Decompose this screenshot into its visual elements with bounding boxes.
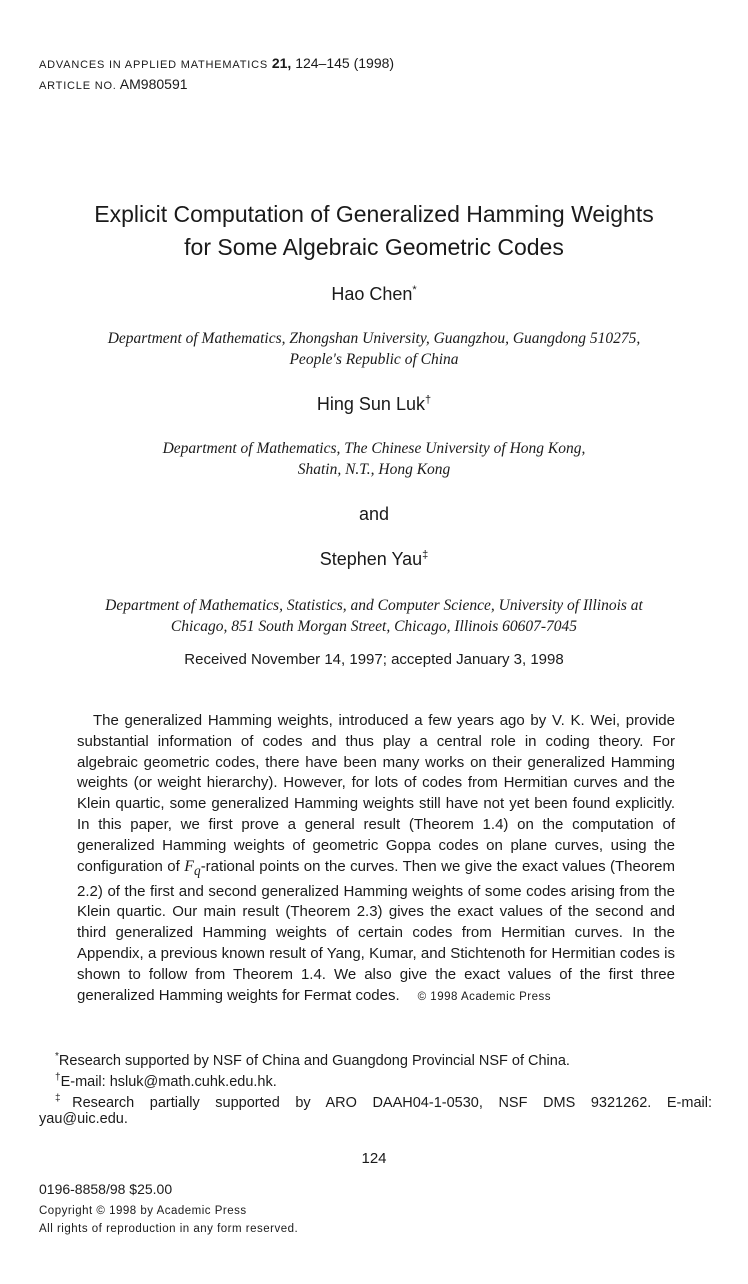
- page-number: 124: [361, 1150, 387, 1167]
- abstract: [77, 711, 675, 1007]
- author-2-affiliation: [60, 438, 688, 480]
- affiliation-line: Department of Mathematics, Statistics, and Computer Science, University of Illinois at: [105, 597, 643, 614]
- fq-symbol: [184, 857, 201, 878]
- journal-header: [39, 55, 394, 71]
- footnote-text: Research partially supported by ARO DAAH04-1-0530, NSF DMS 9321262. E-mail:: [72, 1094, 713, 1111]
- affiliation-line: Shatin, N.T., Hong Kong: [297, 461, 451, 478]
- author-3-affiliation: [40, 595, 708, 637]
- author-2-mark: †: [424, 394, 432, 406]
- footnote-3: [55, 1088, 712, 1114]
- journal-name: ADVANCES IN APPLIED MATHEMATICS: [39, 59, 268, 71]
- footer-rights: All rights of reproduction in any form reserved.: [39, 1223, 299, 1235]
- affiliation-line: Chicago, 851 South Morgan Street, Chicago, Illinois 60607-7045: [170, 618, 578, 635]
- title-line-1: Explicit Computation of Generalized Hamming Weights: [94, 201, 654, 227]
- article-no-label: ARTICLE NO.: [39, 80, 117, 92]
- abstract-part-2: -rational points on the curves. Then we give the exact values (Theorem 2.2) of the first and second generalized Hamming weights of some codes arising from the Klein quartic. Our main result (Theorem 2.3) gives the exact values of the second and third generalized Hamming weights of certain codes from Hermitian curves. In the Appendix, a previous known result of Yang, Kumar, and Stichtenoth for Hermitian codes is shown to follow from Theorem 1.4. We also give the exact values of the first three generalized Hamming weights for Fermat codes.: [77, 857, 675, 1004]
- article-no: AM980591: [119, 76, 188, 92]
- received-dates: Received November 14, 1997; accepted January 3, 1998: [184, 651, 564, 668]
- footnote-3-continued: yau@uic.edu.: [39, 1111, 128, 1127]
- fq-subscript: q: [194, 862, 201, 878]
- footer-copyright: Copyright © 1998 by Academic Press: [39, 1205, 247, 1217]
- author-2: [0, 394, 748, 415]
- issn-price: 0196-8858/98 $25.00: [39, 1181, 173, 1197]
- footnote-text: Research supported by NSF of China and Guangdong Provincial NSF of China.: [58, 1052, 570, 1069]
- volume: 21,: [271, 55, 292, 71]
- author-1-affiliation: [60, 328, 688, 370]
- author-1: [0, 284, 748, 305]
- paper-title: [0, 198, 748, 264]
- abstract-part-1: The generalized Hamming weights, introduced a few years ago by V. K. Wei, provide substantial information of codes and thus play a central role in coding theory. For algebraic geometric codes, there have been many works on their generalized Hamming weights (or weight hierarchy). However, for lots of codes from Hermitian curves and the Klein quartic, some generalized Hamming weights still have not yet been found explicitly. In this paper, we first prove a general result (Theorem 1.4) on the computation of generalized Hamming weights of geometric Goppa codes on plane curves, using the configuration of: [77, 712, 675, 875]
- author-3-mark: ‡: [422, 549, 429, 561]
- footnote-mark: *: [55, 1051, 59, 1062]
- footnote-text: E-mail: hsluk@math.cuhk.edu.hk.: [60, 1073, 277, 1090]
- affiliation-line: Department of Mathematics, Zhongshan University, Guangzhou, Guangdong 510275,: [107, 330, 641, 347]
- title-line-2: for Some Algebraic Geometric Codes: [184, 234, 564, 260]
- article-number-line: [39, 76, 188, 92]
- author-1-mark: *: [412, 284, 417, 296]
- author-3-name: Stephen Yau: [319, 549, 423, 569]
- fq-letter: F: [184, 857, 195, 875]
- and-word: and: [358, 504, 390, 524]
- abstract-copyright: © 1998 Academic Press: [417, 990, 552, 1003]
- affiliation-line: People's Republic of China: [289, 351, 459, 368]
- footnote-mark: †: [55, 1072, 61, 1083]
- author-2-name: Hing Sun Luk: [316, 394, 425, 414]
- author-3: [0, 549, 748, 570]
- author-1-name: Hao Chen: [331, 284, 413, 304]
- pages-year: 124–145 (1998): [295, 55, 395, 71]
- footnote-mark: ‡: [55, 1093, 73, 1104]
- affiliation-line: Department of Mathematics, The Chinese University of Hong Kong,: [162, 440, 586, 457]
